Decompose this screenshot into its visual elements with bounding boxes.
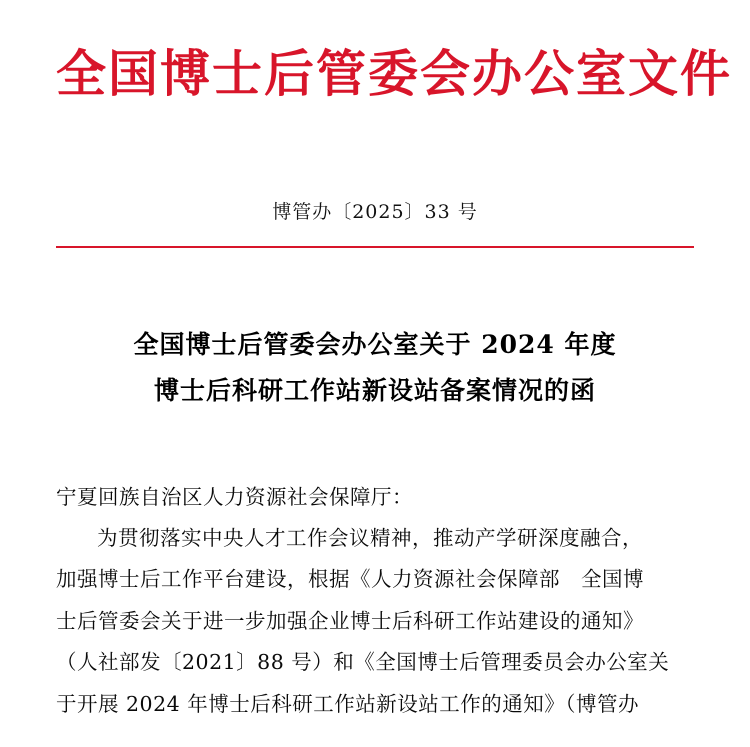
document-number: 博管办〔2025〕33 号	[272, 201, 478, 223]
document-title	[56, 322, 694, 415]
document-body	[56, 477, 694, 725]
document-title-line: 全国博士后管委会办公室关于 2024 年度	[133, 330, 617, 359]
red-divider-rule	[56, 246, 694, 248]
body-line: 为贯彻落实中央人才工作会议精神，推动产学研深度融合，	[97, 525, 643, 550]
body-line: 于开展 2024 年博士后科研工作站新设站工作的通知》（博管办	[56, 691, 639, 716]
body-line: 加强博士后工作平台建设，根据《人力资源社会保障部 全国博	[56, 567, 644, 592]
document-title-line: 博士后科研工作站新设站备案情况的函	[153, 376, 596, 406]
document-header-title: 全国博士后管委会办公室文件	[56, 44, 732, 103]
body-line: （人社部发〔2021〕88 号）和《全国博士后管理委员会办公室关	[56, 650, 670, 675]
salutation: 宁夏回族自治区人力资源社会保障厅：	[56, 484, 413, 509]
body-line: 士后管委会关于进一步加强企业博士后科研工作站建设的通知》	[56, 608, 644, 633]
